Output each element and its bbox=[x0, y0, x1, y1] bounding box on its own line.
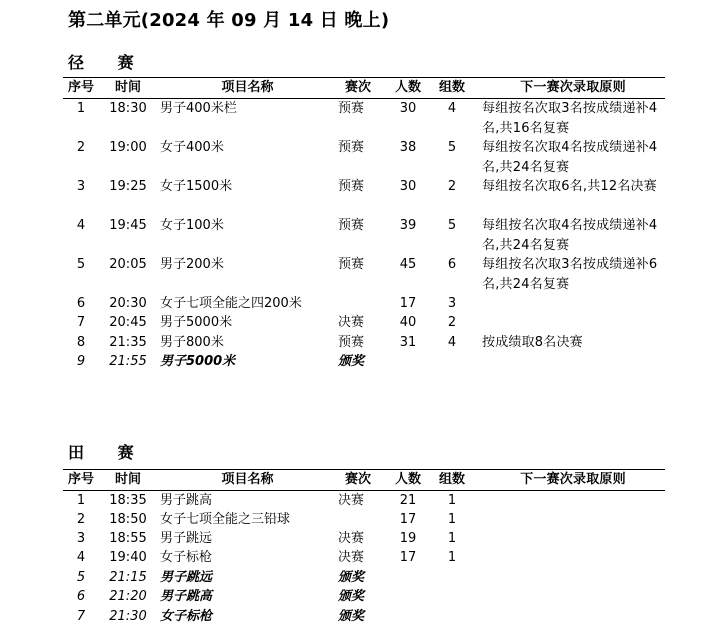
row-round: 决赛 bbox=[338, 531, 365, 546]
row-round: 决赛 bbox=[338, 493, 365, 508]
header-name: 项目名称 bbox=[221, 80, 274, 95]
row-groups: 5 bbox=[447, 218, 457, 233]
row-round: 预赛 bbox=[338, 101, 365, 116]
row-groups: 6 bbox=[447, 257, 457, 272]
table-row bbox=[0, 138, 725, 175]
row-count: 31 bbox=[399, 335, 417, 350]
row-count: 30 bbox=[399, 101, 417, 116]
row-count: 39 bbox=[399, 218, 417, 233]
table-row bbox=[0, 587, 725, 607]
row-no: 4 bbox=[76, 550, 86, 565]
row-count: 21 bbox=[399, 493, 417, 508]
field-header-row bbox=[0, 470, 725, 490]
row-time: 19:00 bbox=[109, 140, 147, 155]
row-round: 预赛 bbox=[338, 335, 365, 350]
row-round: 颁奖 bbox=[338, 354, 365, 369]
row-no: 5 bbox=[76, 257, 86, 272]
row-name: 男子5000米 bbox=[160, 354, 236, 369]
row-count: 40 bbox=[399, 315, 417, 330]
row-round: 预赛 bbox=[338, 140, 365, 155]
row-name: 女子标枪 bbox=[160, 550, 213, 565]
row-time: 20:05 bbox=[109, 257, 147, 272]
row-no: 2 bbox=[76, 140, 86, 155]
table-row bbox=[0, 510, 725, 530]
header-rule: 下一赛次录取原则 bbox=[520, 80, 626, 95]
table-row bbox=[0, 568, 725, 588]
table-row bbox=[0, 216, 725, 253]
table-row bbox=[0, 548, 725, 568]
row-rule: 按成绩取8名决赛 bbox=[482, 335, 583, 350]
row-no: 5 bbox=[76, 570, 86, 585]
table-row bbox=[0, 333, 725, 353]
table-row bbox=[0, 313, 725, 333]
row-time: 21:35 bbox=[109, 335, 147, 350]
row-no: 7 bbox=[76, 609, 86, 624]
row-no: 3 bbox=[76, 179, 86, 194]
table-row bbox=[0, 255, 725, 292]
row-name: 女子100米 bbox=[160, 218, 224, 233]
page-title: 第二单元(2024 年 09 月 14 日 晚上) bbox=[68, 10, 390, 31]
row-time: 20:45 bbox=[109, 315, 147, 330]
header-round: 赛次 bbox=[344, 472, 371, 487]
header-time: 时间 bbox=[114, 472, 141, 487]
row-time: 19:25 bbox=[109, 179, 147, 194]
field-section-heading: 田 赛 bbox=[68, 443, 148, 462]
row-name: 男子800米 bbox=[160, 335, 224, 350]
row-name: 男子5000米 bbox=[160, 315, 233, 330]
row-time: 19:45 bbox=[109, 218, 147, 233]
row-no: 9 bbox=[76, 354, 86, 369]
row-no: 8 bbox=[76, 335, 86, 350]
row-round: 预赛 bbox=[338, 257, 365, 272]
row-groups: 4 bbox=[447, 335, 457, 350]
row-rule: 每组按名次取3名按成绩递补6名,共24名复赛 bbox=[482, 257, 658, 292]
row-round: 预赛 bbox=[338, 179, 365, 194]
header-no: 序号 bbox=[67, 472, 94, 487]
row-name: 男子跳高 bbox=[160, 589, 213, 604]
header-groups: 组数 bbox=[438, 80, 465, 95]
row-count: 30 bbox=[399, 179, 417, 194]
row-groups: 1 bbox=[447, 493, 457, 508]
header-count: 人数 bbox=[394, 472, 421, 487]
row-rule: 每组按名次取3名按成绩递补4名,共16名复赛 bbox=[482, 101, 658, 136]
row-groups: 3 bbox=[447, 296, 457, 311]
row-no: 3 bbox=[76, 531, 86, 546]
row-no: 6 bbox=[76, 296, 86, 311]
row-rule: 每组按名次取4名按成绩递补4名,共24名复赛 bbox=[482, 140, 658, 175]
row-count: 38 bbox=[399, 140, 417, 155]
row-rule: 每组按名次取4名按成绩递补4名,共24名复赛 bbox=[482, 218, 658, 253]
row-no: 6 bbox=[76, 589, 86, 604]
row-count: 17 bbox=[399, 512, 417, 527]
table-row bbox=[0, 294, 725, 314]
row-time: 21:55 bbox=[109, 354, 147, 369]
row-round: 颁奖 bbox=[338, 589, 365, 604]
row-rule: 每组按名次取6名,共12名决赛 bbox=[482, 179, 657, 194]
header-round: 赛次 bbox=[344, 80, 371, 95]
table-row bbox=[0, 99, 725, 136]
row-groups: 5 bbox=[447, 140, 457, 155]
row-time: 18:55 bbox=[109, 531, 147, 546]
table-row bbox=[0, 607, 725, 627]
row-no: 4 bbox=[76, 218, 86, 233]
row-groups: 2 bbox=[447, 315, 457, 330]
table-row bbox=[0, 529, 725, 549]
row-name: 女子1500米 bbox=[160, 179, 233, 194]
row-groups: 2 bbox=[447, 179, 457, 194]
row-name: 男子跳高 bbox=[160, 493, 213, 508]
row-name: 男子跳远 bbox=[160, 531, 213, 546]
row-name: 女子400米 bbox=[160, 140, 224, 155]
row-time: 18:30 bbox=[109, 101, 147, 116]
row-name: 女子标枪 bbox=[160, 609, 213, 624]
row-name: 男子400米栏 bbox=[160, 101, 237, 116]
row-groups: 1 bbox=[447, 550, 457, 565]
header-name: 项目名称 bbox=[221, 472, 274, 487]
row-time: 21:15 bbox=[109, 570, 147, 585]
row-name: 男子200米 bbox=[160, 257, 224, 272]
row-time: 21:30 bbox=[109, 609, 147, 624]
row-count: 19 bbox=[399, 531, 417, 546]
track-section-heading: 径 赛 bbox=[68, 53, 148, 72]
row-time: 18:50 bbox=[109, 512, 147, 527]
row-no: 7 bbox=[76, 315, 86, 330]
row-round: 决赛 bbox=[338, 315, 365, 330]
row-name: 男子跳远 bbox=[160, 570, 213, 585]
row-time: 18:35 bbox=[109, 493, 147, 508]
row-groups: 1 bbox=[447, 531, 457, 546]
row-round: 决赛 bbox=[338, 550, 365, 565]
row-name: 女子七项全能之三铅球 bbox=[160, 512, 291, 527]
row-count: 45 bbox=[399, 257, 417, 272]
row-round: 预赛 bbox=[338, 218, 365, 233]
row-time: 20:30 bbox=[109, 296, 147, 311]
row-count: 17 bbox=[399, 296, 417, 311]
row-no: 1 bbox=[76, 101, 86, 116]
row-round: 颁奖 bbox=[338, 570, 365, 585]
header-no: 序号 bbox=[67, 80, 94, 95]
row-round: 颁奖 bbox=[338, 609, 365, 624]
table-row bbox=[0, 352, 725, 372]
row-groups: 4 bbox=[447, 101, 457, 116]
header-rule: 下一赛次录取原则 bbox=[520, 472, 626, 487]
header-groups: 组数 bbox=[438, 472, 465, 487]
row-time: 21:20 bbox=[109, 589, 147, 604]
row-groups: 1 bbox=[447, 512, 457, 527]
table-row bbox=[0, 491, 725, 511]
row-name: 女子七项全能之四200米 bbox=[160, 296, 302, 311]
row-count: 17 bbox=[399, 550, 417, 565]
track-header-row bbox=[0, 78, 725, 98]
row-time: 19:40 bbox=[109, 550, 147, 565]
row-no: 2 bbox=[76, 512, 86, 527]
row-no: 1 bbox=[76, 493, 86, 508]
table-row bbox=[0, 177, 725, 197]
header-time: 时间 bbox=[114, 80, 141, 95]
header-count: 人数 bbox=[394, 80, 421, 95]
